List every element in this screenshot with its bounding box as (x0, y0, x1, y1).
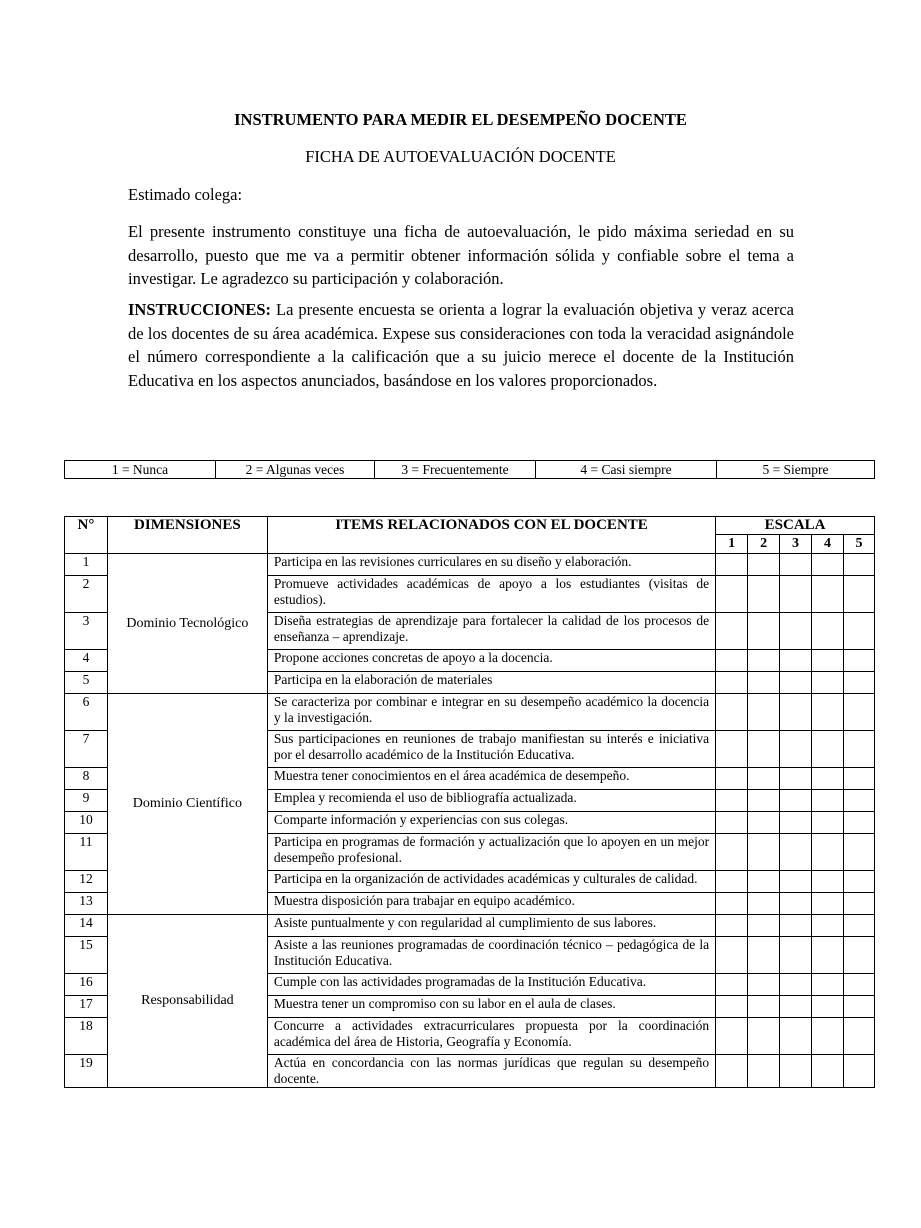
item-text: Cumple con las actividades programadas de la Institución Educativa. (267, 974, 715, 996)
row-number: 12 (65, 871, 108, 893)
score-cell-5[interactable] (843, 768, 874, 790)
scale-col-4: 4 (812, 535, 844, 554)
dimension-name: Responsabilidad (107, 915, 267, 1088)
score-cell-4[interactable] (812, 694, 844, 731)
score-cell-2[interactable] (748, 915, 780, 937)
item-text: Comparte información y experiencias con sus colegas. (267, 812, 715, 834)
score-cell-4[interactable] (812, 1055, 844, 1088)
row-number: 7 (65, 731, 108, 768)
score-cell-5[interactable] (843, 915, 874, 937)
row-number: 17 (65, 996, 108, 1018)
score-cell-3[interactable] (780, 1018, 812, 1055)
instructions-paragraph (128, 298, 794, 392)
score-cell-2[interactable] (748, 1018, 780, 1055)
row-number: 4 (65, 650, 108, 672)
row-number: 9 (65, 790, 108, 812)
score-cell-5[interactable] (843, 554, 874, 576)
header-scale: ESCALA (716, 517, 875, 535)
score-cell-4[interactable] (812, 650, 844, 672)
row-number: 11 (65, 834, 108, 871)
score-cell-5[interactable] (843, 1055, 874, 1088)
score-cell-2[interactable] (748, 694, 780, 731)
scale-col-5: 5 (843, 535, 874, 554)
instructions-label: INSTRUCCIONES: (128, 300, 272, 319)
item-text: Participa en las revisiones curriculares en su diseño y elaboración. (267, 554, 715, 576)
score-cell-1[interactable] (716, 768, 748, 790)
score-cell-3[interactable] (780, 915, 812, 937)
score-cell-4[interactable] (812, 613, 844, 650)
score-cell-5[interactable] (843, 694, 874, 731)
item-text: Muestra tener un compromiso con su labor en el aula de clases. (267, 996, 715, 1018)
score-cell-4[interactable] (812, 834, 844, 871)
score-cell-4[interactable] (812, 576, 844, 613)
item-text: Sus participaciones en reuniones de trabajo manifiestan su interés e iniciativa por el desarrollo académico de la Institución Educativa. (267, 731, 715, 768)
score-cell-2[interactable] (748, 1055, 780, 1088)
score-cell-2[interactable] (748, 768, 780, 790)
score-cell-1[interactable] (716, 790, 748, 812)
intro-paragraph: El presente instrumento constituye una ficha de autoevaluación, le pido máxima seriedad en su desarrollo, puesto que me va a permitir obtener información sólida y confiable sobre el tema a investigar. Le agradezco su participación y colaboración. (128, 222, 794, 288)
item-text: Promueve actividades académicas de apoyo a los estudiantes (visitas de estudios). (267, 576, 715, 613)
header-dimensions: DIMENSIONES (107, 517, 267, 554)
score-cell-2[interactable] (748, 731, 780, 768)
score-cell-5[interactable] (843, 650, 874, 672)
item-text: Participa en la organización de actividades académicas y culturales de calidad. (267, 871, 715, 893)
score-cell-1[interactable] (716, 1018, 748, 1055)
score-cell-5[interactable] (843, 790, 874, 812)
score-cell-2[interactable] (748, 893, 780, 915)
score-cell-5[interactable] (843, 996, 874, 1018)
item-text: Se caracteriza por combinar e integrar en su desempeño académico la docencia y la investigación. (267, 694, 715, 731)
dimension-name: Dominio Científico (107, 694, 267, 915)
score-cell-3[interactable] (780, 613, 812, 650)
item-text: Asiste a las reuniones programadas de coordinación técnico – pedagógica de la Institución Educativa. (267, 937, 715, 974)
score-cell-4[interactable] (812, 871, 844, 893)
score-cell-4[interactable] (812, 812, 844, 834)
score-cell-4[interactable] (812, 937, 844, 974)
item-text: Emplea y recomienda el uso de bibliografía actualizada. (267, 790, 715, 812)
score-cell-5[interactable] (843, 871, 874, 893)
scale-col-2: 2 (748, 535, 780, 554)
score-cell-3[interactable] (780, 974, 812, 996)
score-cell-1[interactable] (716, 576, 748, 613)
score-cell-5[interactable] (843, 613, 874, 650)
score-cell-1[interactable] (716, 672, 748, 694)
score-cell-2[interactable] (748, 812, 780, 834)
score-cell-3[interactable] (780, 650, 812, 672)
row-number: 16 (65, 974, 108, 996)
score-cell-5[interactable] (843, 893, 874, 915)
document-subtitle: FICHA DE AUTOEVALUACIÓN DOCENTE (305, 147, 616, 166)
item-text: Participa en la elaboración de materiales (267, 672, 715, 694)
score-cell-3[interactable] (780, 996, 812, 1018)
score-cell-5[interactable] (843, 974, 874, 996)
score-cell-2[interactable] (748, 613, 780, 650)
score-cell-2[interactable] (748, 672, 780, 694)
score-cell-5[interactable] (843, 576, 874, 613)
score-cell-3[interactable] (780, 731, 812, 768)
scale-col-3: 3 (780, 535, 812, 554)
score-cell-3[interactable] (780, 871, 812, 893)
score-cell-3[interactable] (780, 790, 812, 812)
dimension-name: Dominio Tecnológico (107, 554, 267, 694)
scale-legend-2: 2 = Algunas veces (216, 461, 375, 479)
score-cell-3[interactable] (780, 672, 812, 694)
greeting: Estimado colega: (128, 185, 243, 204)
scale-legend-1: 1 = Nunca (65, 461, 216, 479)
scale-legend (64, 460, 875, 479)
score-cell-1[interactable] (716, 937, 748, 974)
header-items: ITEMS RELACIONADOS CON EL DOCENTE (267, 517, 715, 554)
score-cell-4[interactable] (812, 1018, 844, 1055)
item-text: Participa en programas de formación y actualización que lo apoyen en un mejor desempeño profesional. (267, 834, 715, 871)
item-text: Diseña estrategias de aprendizaje para fortalecer la calidad de los procesos de enseñanza – aprendizaje. (267, 613, 715, 650)
instructions-text: La presente encuesta se orienta a lograr la evaluación objetiva y veraz acerca de los docentes de su área académica. Expese sus consideraciones con toda la veracidad asignándole el número correspondiente a la calificación que a su juicio merece el docente de la Institución Educativa en los aspectos anunciados, basándose en los valores proporcionados. (128, 300, 794, 390)
score-cell-4[interactable] (812, 554, 844, 576)
score-cell-2[interactable] (748, 996, 780, 1018)
item-text: Muestra disposición para trabajar en equipo académico. (267, 893, 715, 915)
row-number: 1 (65, 554, 108, 576)
row-number: 6 (65, 694, 108, 731)
score-cell-2[interactable] (748, 871, 780, 893)
table-row (65, 554, 875, 576)
score-cell-2[interactable] (748, 937, 780, 974)
item-text: Asiste puntualmente y con regularidad al cumplimiento de sus labores. (267, 915, 715, 937)
score-cell-4[interactable] (812, 672, 844, 694)
score-cell-4[interactable] (812, 893, 844, 915)
score-cell-1[interactable] (716, 834, 748, 871)
score-cell-5[interactable] (843, 937, 874, 974)
score-cell-2[interactable] (748, 790, 780, 812)
score-cell-4[interactable] (812, 915, 844, 937)
score-cell-2[interactable] (748, 576, 780, 613)
score-cell-5[interactable] (843, 1018, 874, 1055)
score-cell-3[interactable] (780, 694, 812, 731)
table-row (65, 694, 875, 731)
score-cell-5[interactable] (843, 834, 874, 871)
score-cell-1[interactable] (716, 1055, 748, 1088)
score-cell-3[interactable] (780, 834, 812, 871)
score-cell-1[interactable] (716, 812, 748, 834)
row-number: 3 (65, 613, 108, 650)
scale-legend-3: 3 = Frecuentemente (375, 461, 536, 479)
scale-col-1: 1 (716, 535, 748, 554)
table-row (65, 915, 875, 937)
row-number: 2 (65, 576, 108, 613)
score-cell-5[interactable] (843, 731, 874, 768)
item-text: Concurre a actividades extracurriculares propuesta por la coordinación académica del área de Historia, Geografía y Economía. (267, 1018, 715, 1055)
score-cell-2[interactable] (748, 650, 780, 672)
score-cell-5[interactable] (843, 672, 874, 694)
item-text: Propone acciones concretas de apoyo a la docencia. (267, 650, 715, 672)
score-cell-4[interactable] (812, 790, 844, 812)
score-cell-1[interactable] (716, 613, 748, 650)
score-cell-1[interactable] (716, 731, 748, 768)
item-text: Muestra tener conocimientos en el área académica de desempeño. (267, 768, 715, 790)
document-title: INSTRUMENTO PARA MEDIR EL DESEMPEÑO DOCENTE (234, 110, 687, 129)
score-cell-3[interactable] (780, 554, 812, 576)
evaluation-table (64, 516, 875, 1088)
score-cell-1[interactable] (716, 650, 748, 672)
score-cell-5[interactable] (843, 812, 874, 834)
row-number: 15 (65, 937, 108, 974)
score-cell-1[interactable] (716, 996, 748, 1018)
score-cell-3[interactable] (780, 812, 812, 834)
score-cell-1[interactable] (716, 694, 748, 731)
scale-legend-4: 4 = Casi siempre (536, 461, 717, 479)
scale-legend-5: 5 = Siempre (717, 461, 875, 479)
score-cell-1[interactable] (716, 893, 748, 915)
score-cell-1[interactable] (716, 915, 748, 937)
row-number: 13 (65, 893, 108, 915)
row-number: 10 (65, 812, 108, 834)
item-text: Actúa en concordancia con las normas jurídicas que regulan su desempeño docente. (267, 1055, 715, 1088)
score-cell-2[interactable] (748, 554, 780, 576)
score-cell-3[interactable] (780, 893, 812, 915)
score-cell-1[interactable] (716, 871, 748, 893)
score-cell-4[interactable] (812, 996, 844, 1018)
score-cell-4[interactable] (812, 768, 844, 790)
row-number: 5 (65, 672, 108, 694)
score-cell-1[interactable] (716, 974, 748, 996)
score-cell-2[interactable] (748, 974, 780, 996)
row-number: 18 (65, 1018, 108, 1055)
row-number: 19 (65, 1055, 108, 1088)
row-number: 8 (65, 768, 108, 790)
score-cell-3[interactable] (780, 937, 812, 974)
score-cell-1[interactable] (716, 554, 748, 576)
score-cell-2[interactable] (748, 834, 780, 871)
row-number: 14 (65, 915, 108, 937)
score-cell-4[interactable] (812, 731, 844, 768)
score-cell-3[interactable] (780, 576, 812, 613)
score-cell-3[interactable] (780, 768, 812, 790)
header-num: N° (65, 517, 108, 554)
score-cell-3[interactable] (780, 1055, 812, 1088)
score-cell-4[interactable] (812, 974, 844, 996)
